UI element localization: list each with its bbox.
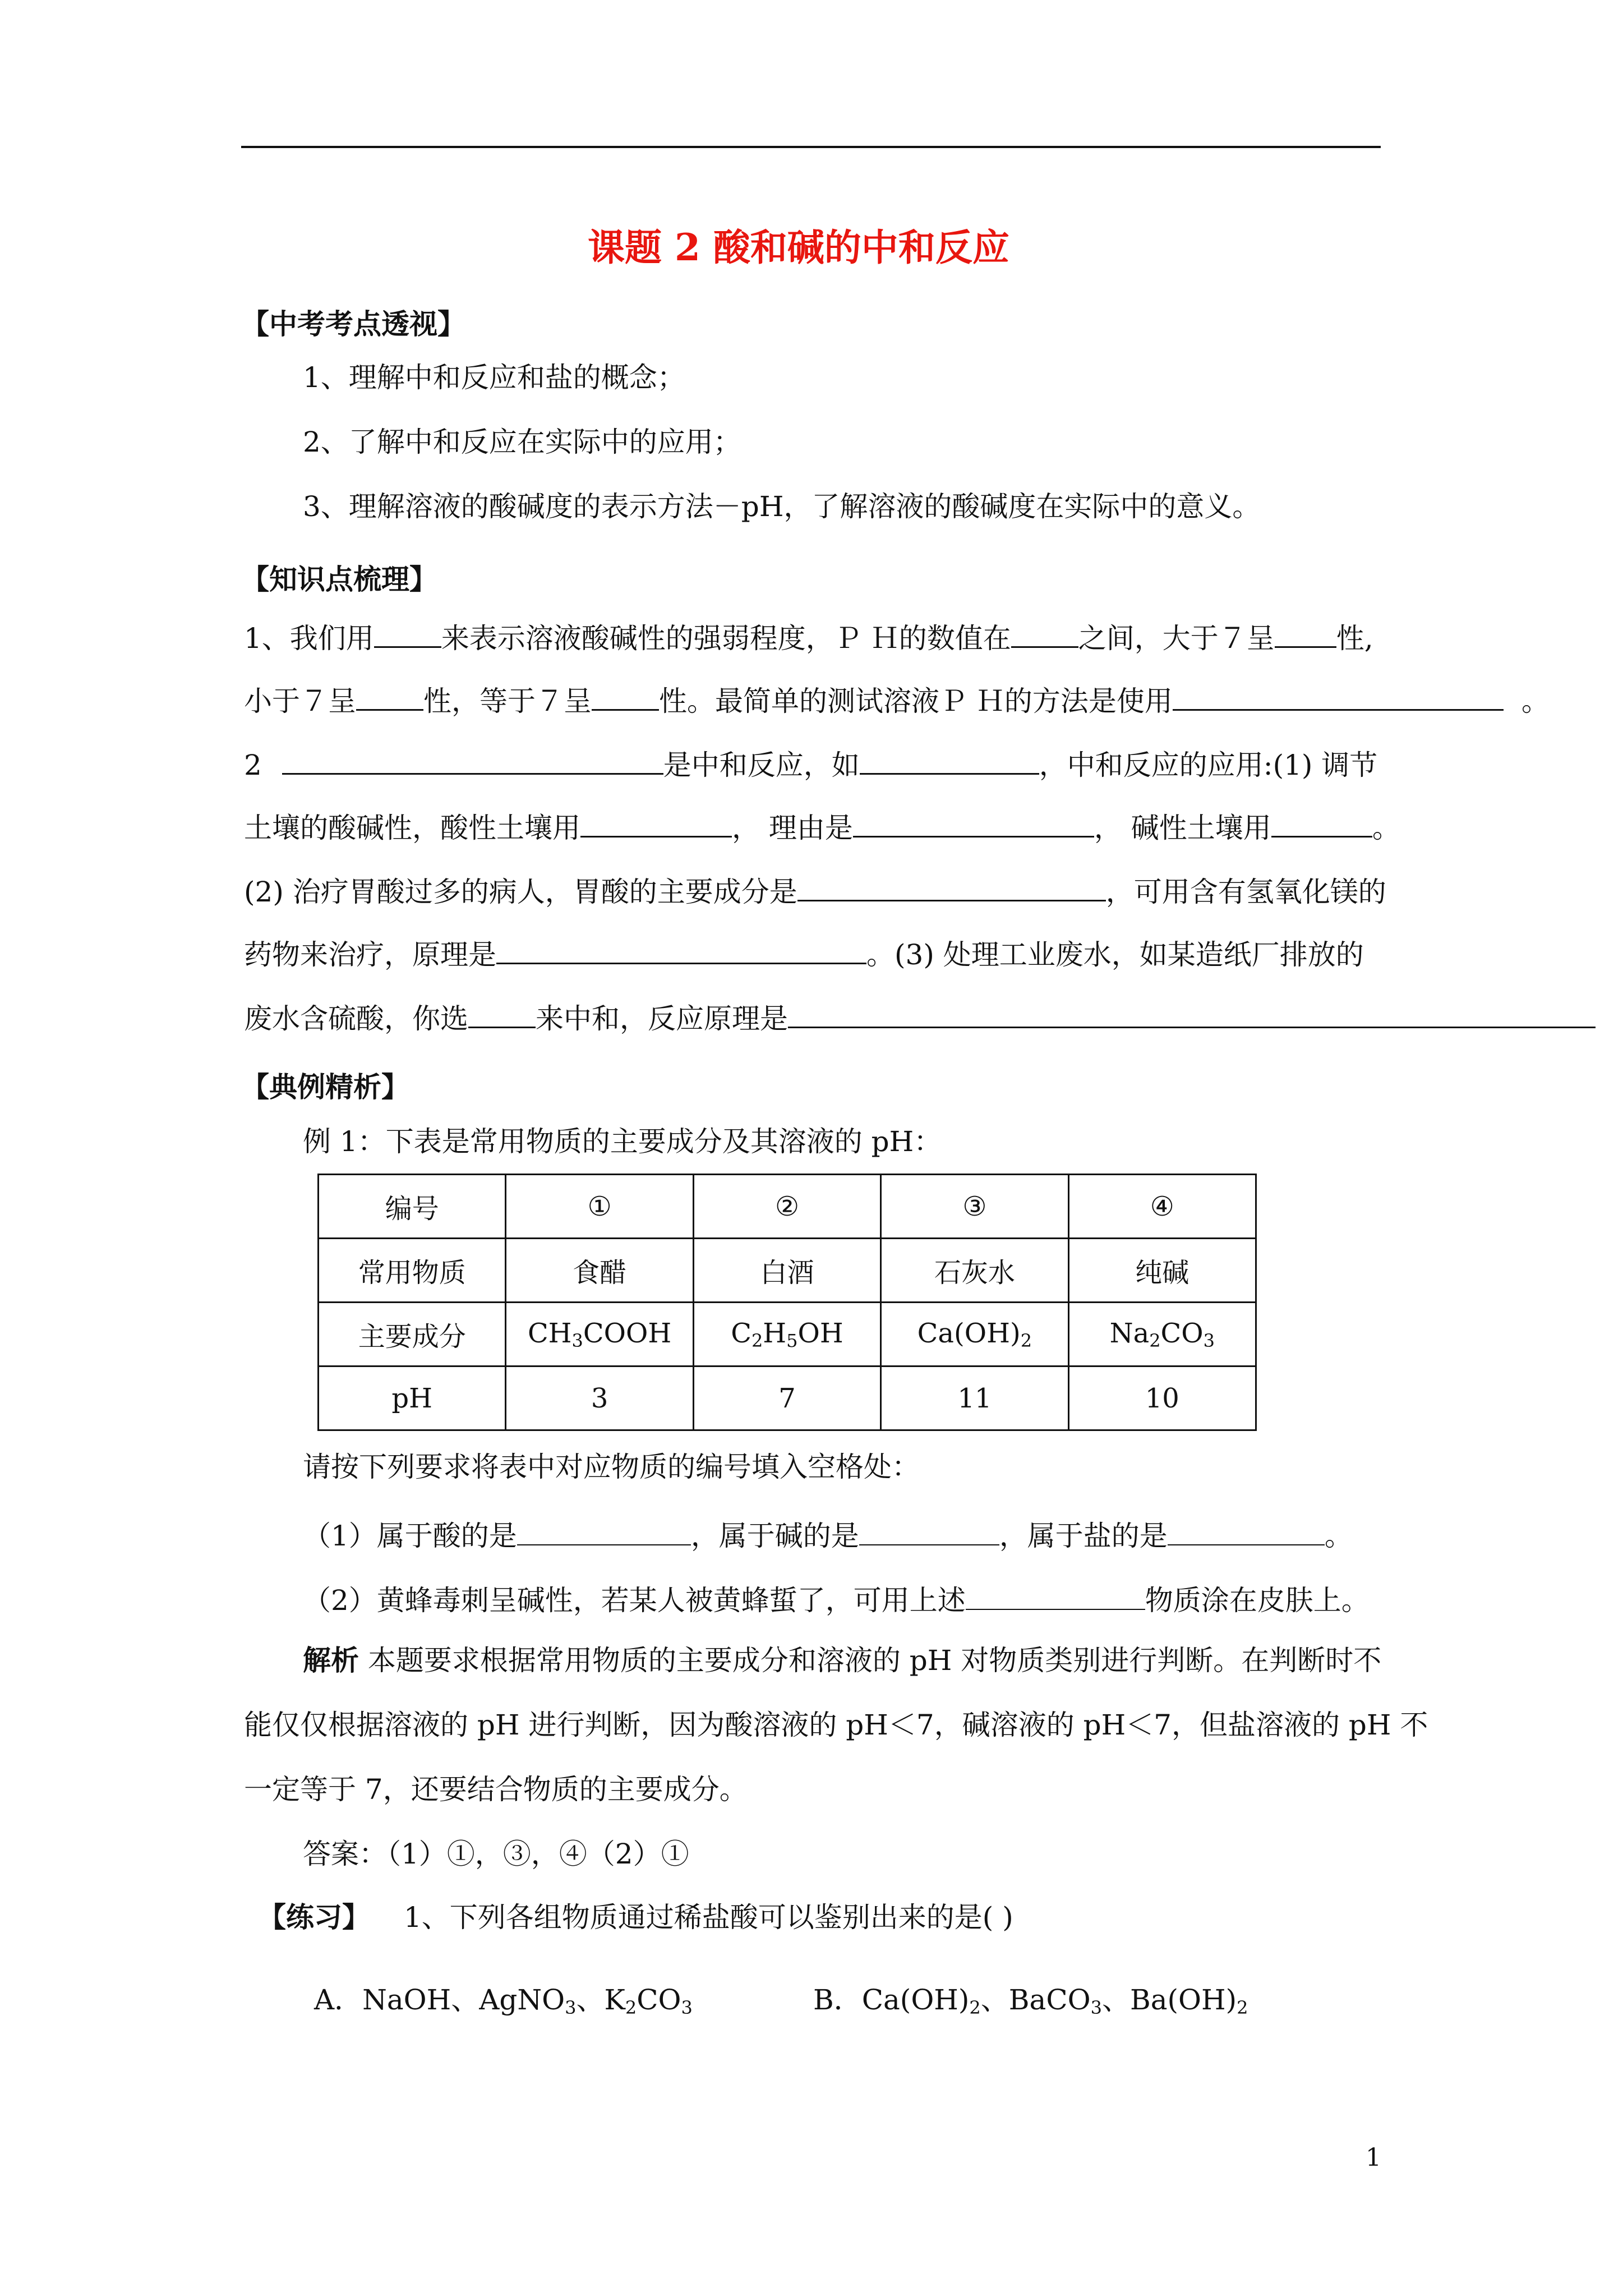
row-label: pH xyxy=(319,1366,506,1430)
fill-blank[interactable] xyxy=(859,1517,999,1545)
knowledge-line-7 xyxy=(244,1000,1596,1033)
text: 。 xyxy=(1372,812,1400,844)
knowledge-line-3 xyxy=(244,746,1377,779)
knowledge-line-1 xyxy=(244,619,1373,655)
table-cell: 食醋 xyxy=(506,1239,693,1303)
text: 土壤的酸碱性，酸性土壤用 xyxy=(244,812,580,844)
formula-part: Ca(OH) xyxy=(917,1317,1021,1349)
subscript: 2 xyxy=(1149,1329,1161,1351)
text: A．NaOH、AgNO xyxy=(314,1984,565,2016)
text: ， 理由是 xyxy=(732,812,853,844)
fill-blank[interactable] xyxy=(580,809,732,838)
analysis-line-2: 能仅仅根据溶液的 pH 进行判断，因为酸溶液的 pH＜7，碱溶液的 pH＜7，但盐溶液的 pH 不 xyxy=(244,1709,1428,1741)
text: 性。最简单的测试溶液Ｐ Ｈ的方法是使用 xyxy=(659,685,1173,717)
practice-question: 1、下列各组物质通过稀盐酸可以鉴别出来的是( ) xyxy=(404,1901,1013,1934)
text: 小于７呈 xyxy=(244,685,356,717)
fill-blank[interactable] xyxy=(853,809,1094,838)
text: 。 xyxy=(1521,685,1550,717)
analysis-line-3: 一定等于 7，还要结合物质的主要成分。 xyxy=(244,1773,748,1806)
subscript: 3 xyxy=(1090,1997,1102,2018)
fill-blank[interactable] xyxy=(374,619,441,648)
option-a[interactable] xyxy=(314,1986,693,2017)
text: 物质涂在皮肤上。 xyxy=(1145,1584,1370,1617)
text: 之间，大于７呈 xyxy=(1078,622,1275,655)
formula-part: OH xyxy=(797,1317,843,1349)
fill-blank[interactable] xyxy=(356,682,423,711)
formula-part: CH xyxy=(527,1317,572,1349)
subscript: 2 xyxy=(1237,1997,1248,2018)
knowledge-line-6 xyxy=(244,936,1364,969)
text: ，中和反应的应用:(1) 调节 xyxy=(1039,749,1378,781)
substance-table xyxy=(317,1174,1257,1431)
formula-cell xyxy=(506,1303,693,1366)
formula-cell xyxy=(881,1303,1068,1366)
subscript: 2 xyxy=(969,1997,981,2018)
table-cell: ① xyxy=(506,1175,693,1239)
text: 、Ba(OH) xyxy=(1101,1984,1237,2016)
fill-blank[interactable] xyxy=(517,1517,691,1545)
formula-part: Na xyxy=(1109,1317,1150,1349)
text: 来中和，反应原理是 xyxy=(536,1002,788,1035)
exam-point-2: 2、了解中和反应在实际中的应用； xyxy=(303,426,741,458)
header-rule xyxy=(241,146,1381,148)
text: B．Ca(OH) xyxy=(813,1984,970,2016)
text: ，属于碱的是 xyxy=(690,1520,859,1552)
fill-blank[interactable] xyxy=(1271,809,1372,838)
instruction: 请按下列要求将表中对应物质的编号填入空格处： xyxy=(303,1451,920,1483)
table-cell: 石灰水 xyxy=(881,1239,1068,1303)
text: 1、我们用 xyxy=(244,622,374,655)
knowledge-line-2 xyxy=(244,682,1550,715)
formula-cell xyxy=(1068,1303,1256,1366)
text: 2 xyxy=(244,749,271,781)
page-number: 1 xyxy=(1366,2143,1381,2172)
text: 性, xyxy=(1336,622,1373,655)
formula-cell xyxy=(693,1303,880,1366)
row-label: 编号 xyxy=(319,1175,506,1239)
practice-line xyxy=(258,1901,1013,1934)
text: 废水含硫酸，你选 xyxy=(244,1002,468,1035)
table-cell: 纯碱 xyxy=(1068,1239,1256,1303)
text: （1）属于酸的是 xyxy=(303,1520,517,1552)
question-1 xyxy=(303,1517,1353,1550)
answer: 答案：（1）①，③，④（2）① xyxy=(303,1838,689,1870)
fill-blank[interactable] xyxy=(1168,1517,1325,1545)
fill-blank[interactable] xyxy=(282,746,663,775)
table-cell: ③ xyxy=(881,1175,1068,1239)
text: 来表示溶液酸碱性的强弱程度，Ｐ Ｈ的数值在 xyxy=(441,622,1011,655)
analysis-label: 解析 xyxy=(303,1644,359,1677)
fill-blank[interactable] xyxy=(860,746,1039,775)
fill-blank[interactable] xyxy=(788,1000,1596,1028)
table-row xyxy=(319,1303,1256,1366)
section-heading-exam-points: 【中考考点透视】 xyxy=(241,307,465,341)
section-heading-knowledge: 【知识点梳理】 xyxy=(241,563,437,596)
subscript: 5 xyxy=(786,1329,798,1351)
exam-point-3: 3、理解溶液的酸碱度的表示方法－pH，了解溶液的酸碱度在实际中的意义。 xyxy=(303,490,1261,523)
subscript: 3 xyxy=(681,1997,693,2018)
formula-part: H xyxy=(763,1317,787,1349)
text: (2) 治疗胃酸过多的病人，胃酸的主要成分是 xyxy=(244,876,797,908)
text: 性，等于７呈 xyxy=(423,685,592,717)
knowledge-line-5 xyxy=(244,873,1386,906)
fill-blank[interactable] xyxy=(1011,619,1078,648)
fill-blank[interactable] xyxy=(592,682,659,711)
practice-label: 【练习】 xyxy=(258,1901,370,1934)
table-cell: ④ xyxy=(1068,1175,1256,1239)
subscript: 3 xyxy=(1203,1329,1215,1351)
section-heading-examples: 【典例精析】 xyxy=(241,1070,409,1103)
formula-part: COOH xyxy=(583,1317,672,1349)
subscript: 2 xyxy=(625,1997,637,2018)
text: ，属于盐的是 xyxy=(999,1520,1168,1552)
exam-point-1: 1、理解中和反应和盐的概念； xyxy=(303,361,685,394)
table-row xyxy=(319,1366,1256,1430)
text: 本题要求根据常用物质的主要成分和溶液的 pH 对物质类别进行判断。在判断时不 xyxy=(359,1644,1382,1677)
text: 药物来治疗，原理是 xyxy=(244,938,496,971)
subscript: 2 xyxy=(1020,1329,1032,1351)
table-row xyxy=(319,1239,1256,1303)
table-cell: 7 xyxy=(693,1366,880,1430)
formula-part: C xyxy=(731,1317,751,1349)
fill-blank[interactable] xyxy=(468,1000,536,1028)
page-title: 课题 2 酸和碱的中和反应 xyxy=(588,226,1009,269)
table-cell: 3 xyxy=(506,1366,693,1430)
subscript: 2 xyxy=(751,1329,763,1351)
example-intro: 例 1：下表是常用物质的主要成分及其溶液的 pH： xyxy=(303,1125,942,1158)
question-2 xyxy=(303,1582,1370,1617)
subscript: 3 xyxy=(565,1997,577,2018)
table-cell: 10 xyxy=(1068,1366,1256,1430)
subscript: 3 xyxy=(571,1329,583,1351)
fill-blank[interactable] xyxy=(1173,682,1504,711)
table-cell: ② xyxy=(693,1175,880,1239)
knowledge-line-4 xyxy=(244,809,1400,842)
table-cell: 白酒 xyxy=(693,1239,880,1303)
text: 。 xyxy=(1324,1520,1353,1552)
row-label: 主要成分 xyxy=(319,1303,506,1366)
text: CO xyxy=(637,1984,681,2016)
text: 、K xyxy=(576,1984,625,2016)
fill-blank[interactable] xyxy=(496,936,866,964)
fill-blank[interactable] xyxy=(966,1582,1145,1610)
fill-blank[interactable] xyxy=(1275,619,1336,648)
table-cell: 11 xyxy=(881,1366,1068,1430)
text: 是中和反应，如 xyxy=(663,749,860,781)
text: ，可用含有氢氧化镁的 xyxy=(1105,876,1386,908)
text: 、BaCO xyxy=(980,1984,1091,2016)
row-label: 常用物质 xyxy=(319,1239,506,1303)
text: 。(3) 处理工业废水，如某造纸厂排放的 xyxy=(866,938,1364,971)
analysis-line-1 xyxy=(303,1644,1382,1677)
text: （2）黄蜂毒刺呈碱性，若某人被黄蜂蜇了，可用上述 xyxy=(303,1584,966,1617)
fill-blank[interactable] xyxy=(797,873,1106,901)
formula-part: CO xyxy=(1160,1317,1204,1349)
table-row xyxy=(319,1175,1256,1239)
text: ， 碱性土壤用 xyxy=(1094,812,1271,844)
option-b[interactable] xyxy=(813,1986,1248,2017)
